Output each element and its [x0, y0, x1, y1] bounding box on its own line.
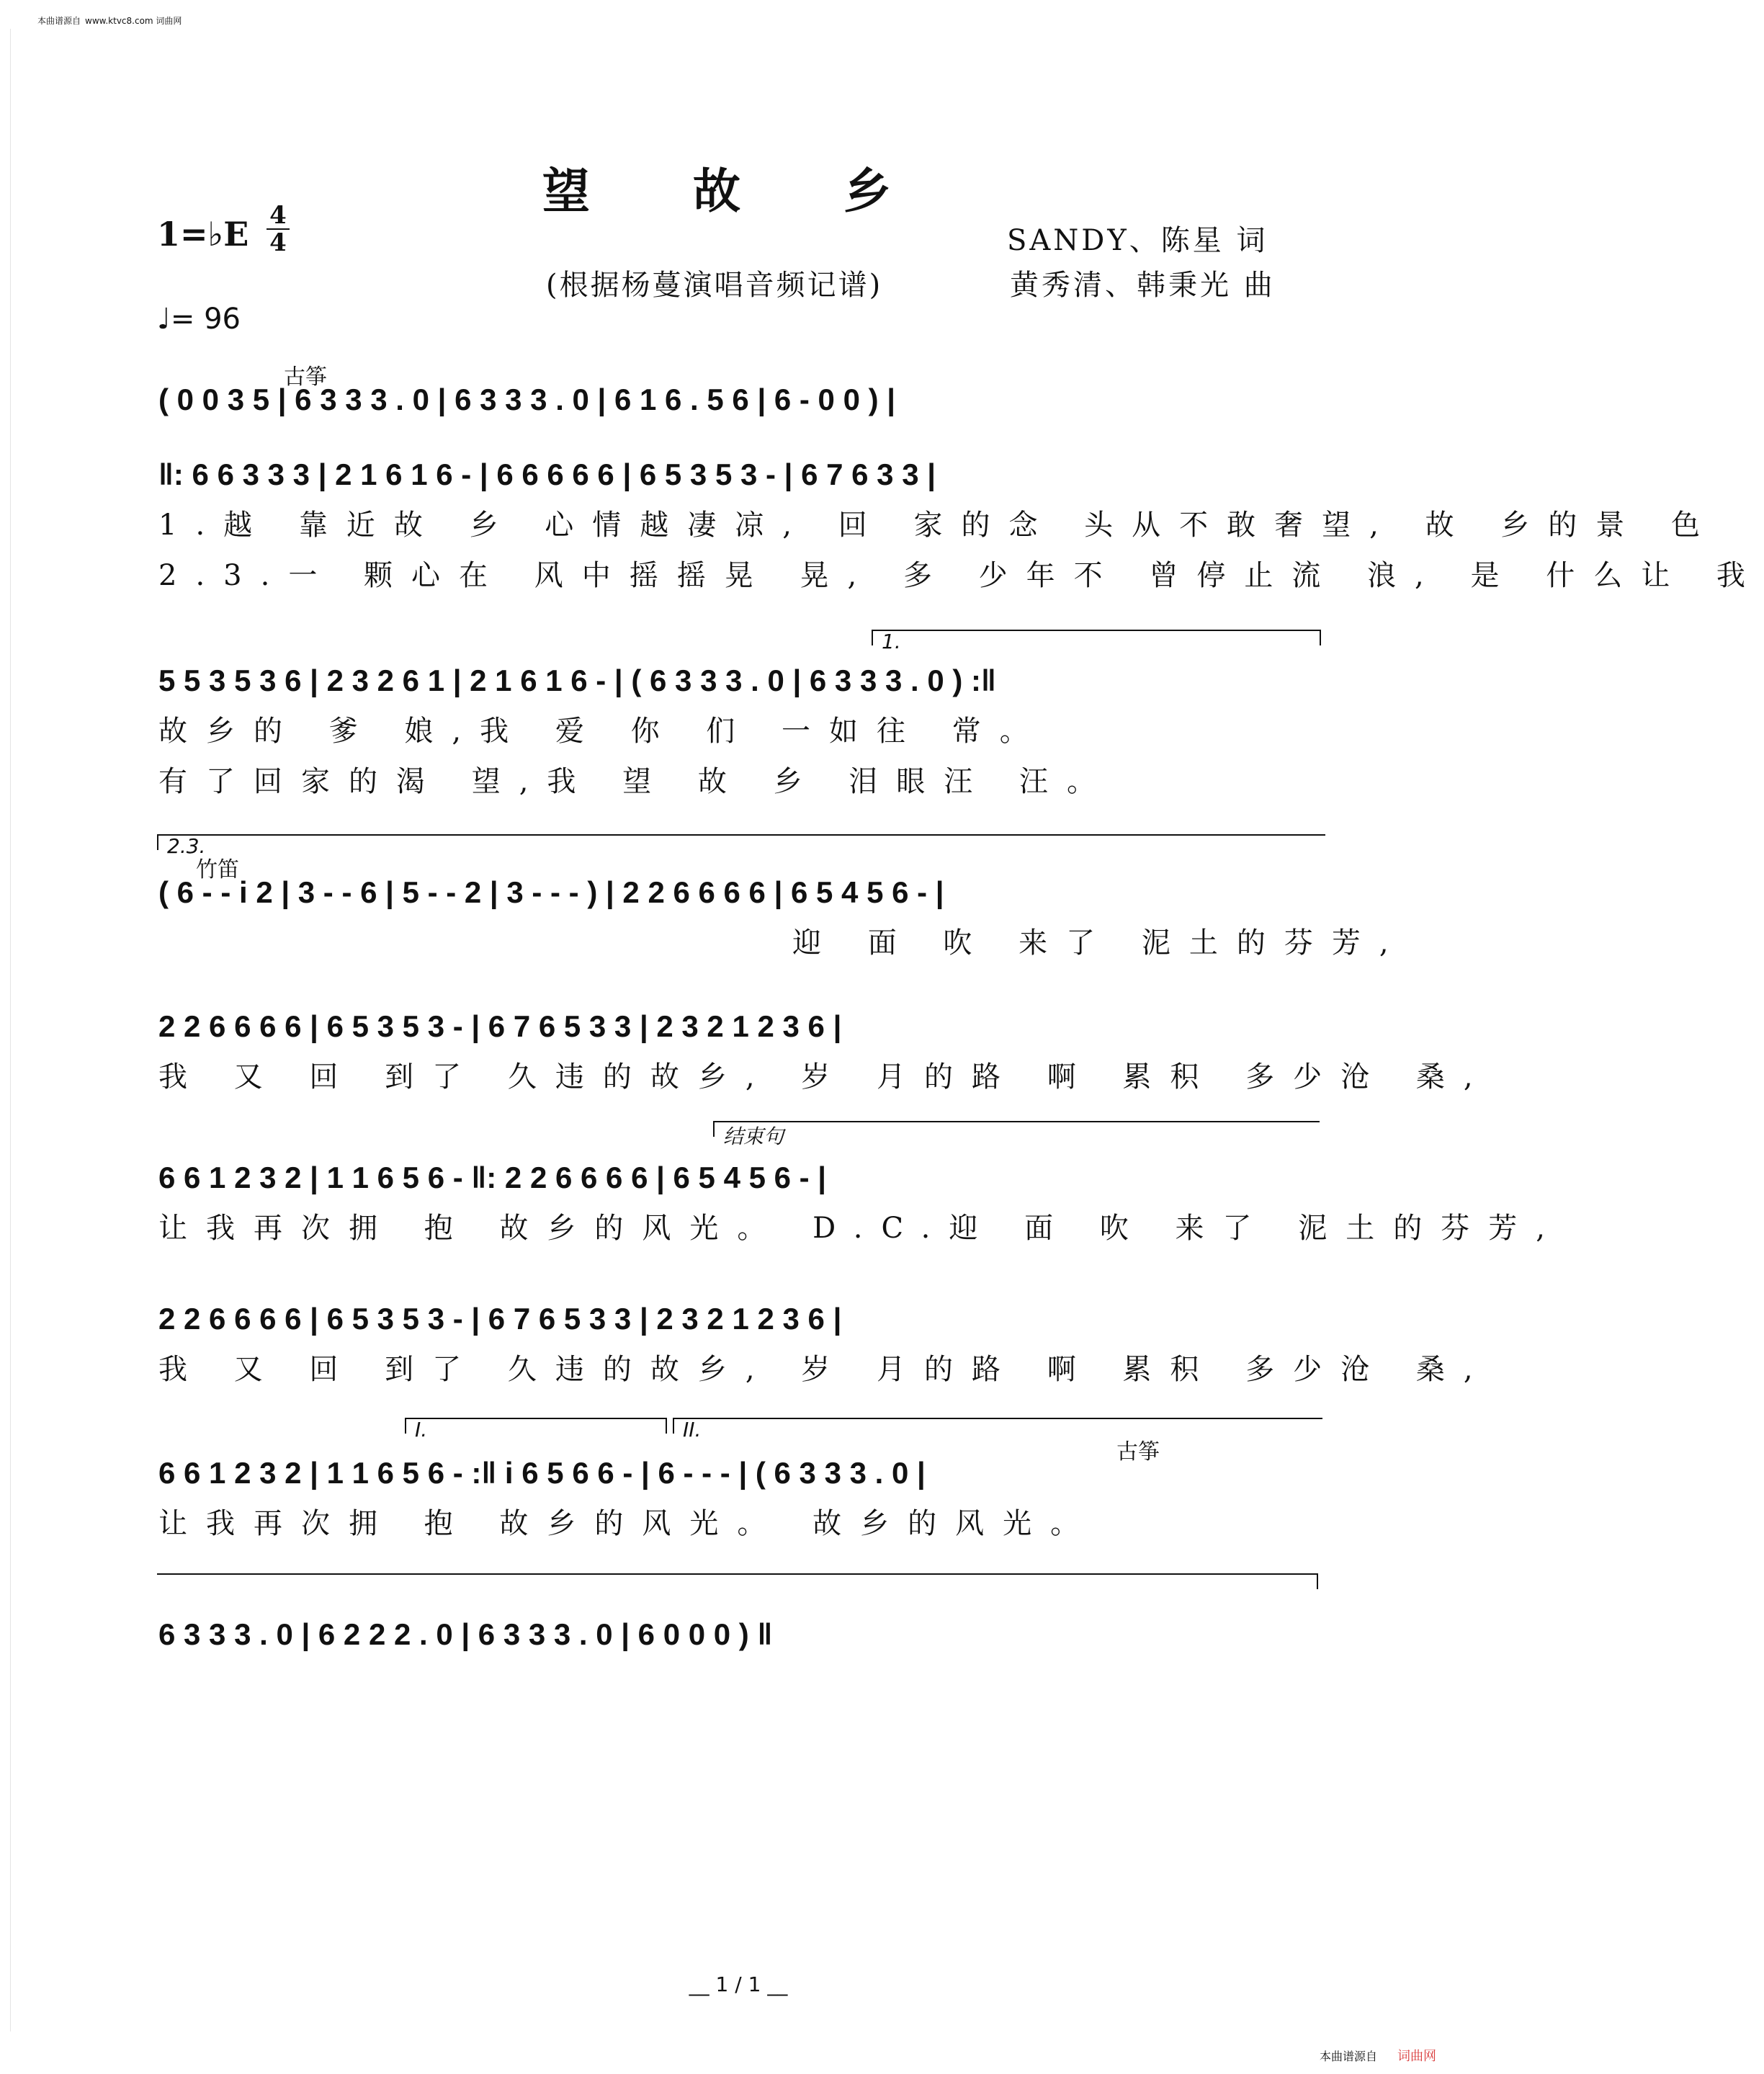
lyric-line: 迎 面 吹 来了 泥土的芬芳, — [792, 926, 1407, 960]
notation-line: ( 0 0 3 5 | 6 3 3 3 . 0 | 6 3 3 3 . 0 | 6 1 6 . 5 6 | 6 - 0 0 ) | — [158, 383, 896, 416]
source-note-text: 本曲谱源自 — [37, 16, 81, 26]
lyric-line: 我 又 回 到了 久违的故乡, 岁 月的路 啊 累积 多少沧 桑, — [158, 1353, 1492, 1386]
volta-bracket — [157, 834, 1325, 858]
system-1 — [158, 365, 1325, 425]
lyric-line: 让我再次拥 抱 故乡的风光。 故乡的风光。 — [158, 1507, 1098, 1540]
source-note — [37, 14, 182, 27]
composer-credit: 黄秀清、韩秉光 曲 — [1010, 269, 1276, 302]
notation-line: 2 2 6 6 6 6 | 6 5 3 5 3 - | 6 7 6 5 3 3 | 2 3 2 1 2 3 6 | — [158, 1009, 842, 1043]
notation-line: 6 6 1 2 3 2 | 1 1 6 5 6 - ‖: 2 2 6 6 6 6 | 6 5 4 5 6 - | — [158, 1161, 827, 1194]
volta-label: 1. — [882, 630, 901, 653]
song-title: 望 故 乡 — [542, 163, 934, 219]
system-4 — [158, 834, 1407, 968]
system-5 — [158, 1001, 1492, 1102]
system-6 — [158, 1125, 1564, 1253]
instrument-label: 竹笛 — [196, 857, 239, 882]
system-2 — [158, 450, 1764, 601]
lyric-verse-1: 1.越 靠近故 乡 心情越凄凉, 回 家的念 头从不敢奢望, 故 乡的景 色 — [158, 509, 1719, 542]
lyric-verse-1: 故乡的 爹 娘,我 爱 你 们 一如往 常。 — [158, 715, 1047, 748]
system-7 — [158, 1294, 1492, 1395]
meter-bottom: 4 — [269, 228, 287, 257]
system-8 — [158, 1418, 1325, 1549]
notation-line: ( 6 - - i 2 | 3 - - 6 | 5 - - 2 | 3 - - - ) | 2 2 6 6 6 6 | 6 5 4 5 6 - | — [158, 875, 944, 909]
system-3 — [158, 630, 1325, 807]
notation-line: 6 3 3 3 . 0 | 6 2 2 2 . 0 | 6 3 3 3 . 0 | 6 0 0 0 ) ‖ — [158, 1617, 773, 1651]
lyric-verse-2: 有了回家的渴 望,我 望 故 乡 泪眼汪 汪。 — [158, 765, 1115, 798]
volta-label: 结束句 — [723, 1125, 784, 1148]
notation-line: 2 2 6 6 6 6 | 6 5 3 5 3 - | 6 7 6 5 3 3 | 2 3 2 1 2 3 6 | — [158, 1302, 842, 1336]
tempo-marking: ♩= 96 — [157, 303, 241, 336]
notation-line: 5 5 3 5 3 6 | 2 3 2 6 1 | 2 1 6 1 6 - | ( 6 3 3 3 . 0 | 6 3 3 3 . 0 ) :‖ — [158, 663, 996, 697]
lyric-verse-2: 2.3.一 颗心在 风中摇摇晃 晃, 多 少年不 曾停止流 浪, 是 什么让 我 — [158, 559, 1764, 592]
instrument-label: 古筝 — [284, 365, 327, 390]
lyric-line: 我 又 回 到了 久违的故乡, 岁 月的路 啊 累积 多少沧 桑, — [158, 1060, 1492, 1094]
volta-label-1: I. — [415, 1418, 428, 1441]
key-signature: 1=♭E — [157, 215, 249, 254]
instrument-label: 古筝 — [1116, 1439, 1160, 1465]
volta-label-2: II. — [683, 1418, 702, 1441]
page-number: __ 1 / 1 __ — [689, 1972, 788, 1996]
system-9 — [158, 1609, 1325, 1660]
meter-top: 4 — [269, 201, 287, 230]
volta-bracket-1 — [405, 1418, 667, 1441]
notation-line: ‖: 6 6 3 3 3 | 2 1 6 1 6 - | 6 6 6 6 6 | 6 5 3 5 3 - | 6 7 6 3 3 | — [158, 457, 936, 491]
volta-bracket — [713, 1121, 1320, 1148]
lyricist-credit: SANDY、陈星 词 — [1007, 224, 1268, 257]
volta-bracket-2 — [673, 1418, 1322, 1441]
side-watermark-strip — [0, 29, 11, 2031]
volta-label: 2.3. — [167, 834, 206, 858]
continuation-bracket — [157, 1573, 1318, 1589]
transcription-note: (根据杨蔓演唱音频记谱) — [546, 269, 883, 302]
source-url: www.ktvc8.com 词曲网 — [85, 16, 182, 26]
lyric-line: 让我再次拥 抱 故乡的风光。 D.C.迎 面 吹 来了 泥土的芬芳, — [158, 1212, 1564, 1245]
footer-brand: 词曲网 — [1397, 2049, 1436, 2064]
footer-source-note: 本曲谱源自 — [1320, 2050, 1378, 2063]
volta-bracket — [872, 630, 1321, 653]
notation-line: 6 6 1 2 3 2 | 1 1 6 5 6 - :‖ i 6 5 6 6 - | 6 - - - | ( 6 3 3 3 . 0 | — [158, 1456, 926, 1490]
time-signature — [267, 203, 290, 255]
